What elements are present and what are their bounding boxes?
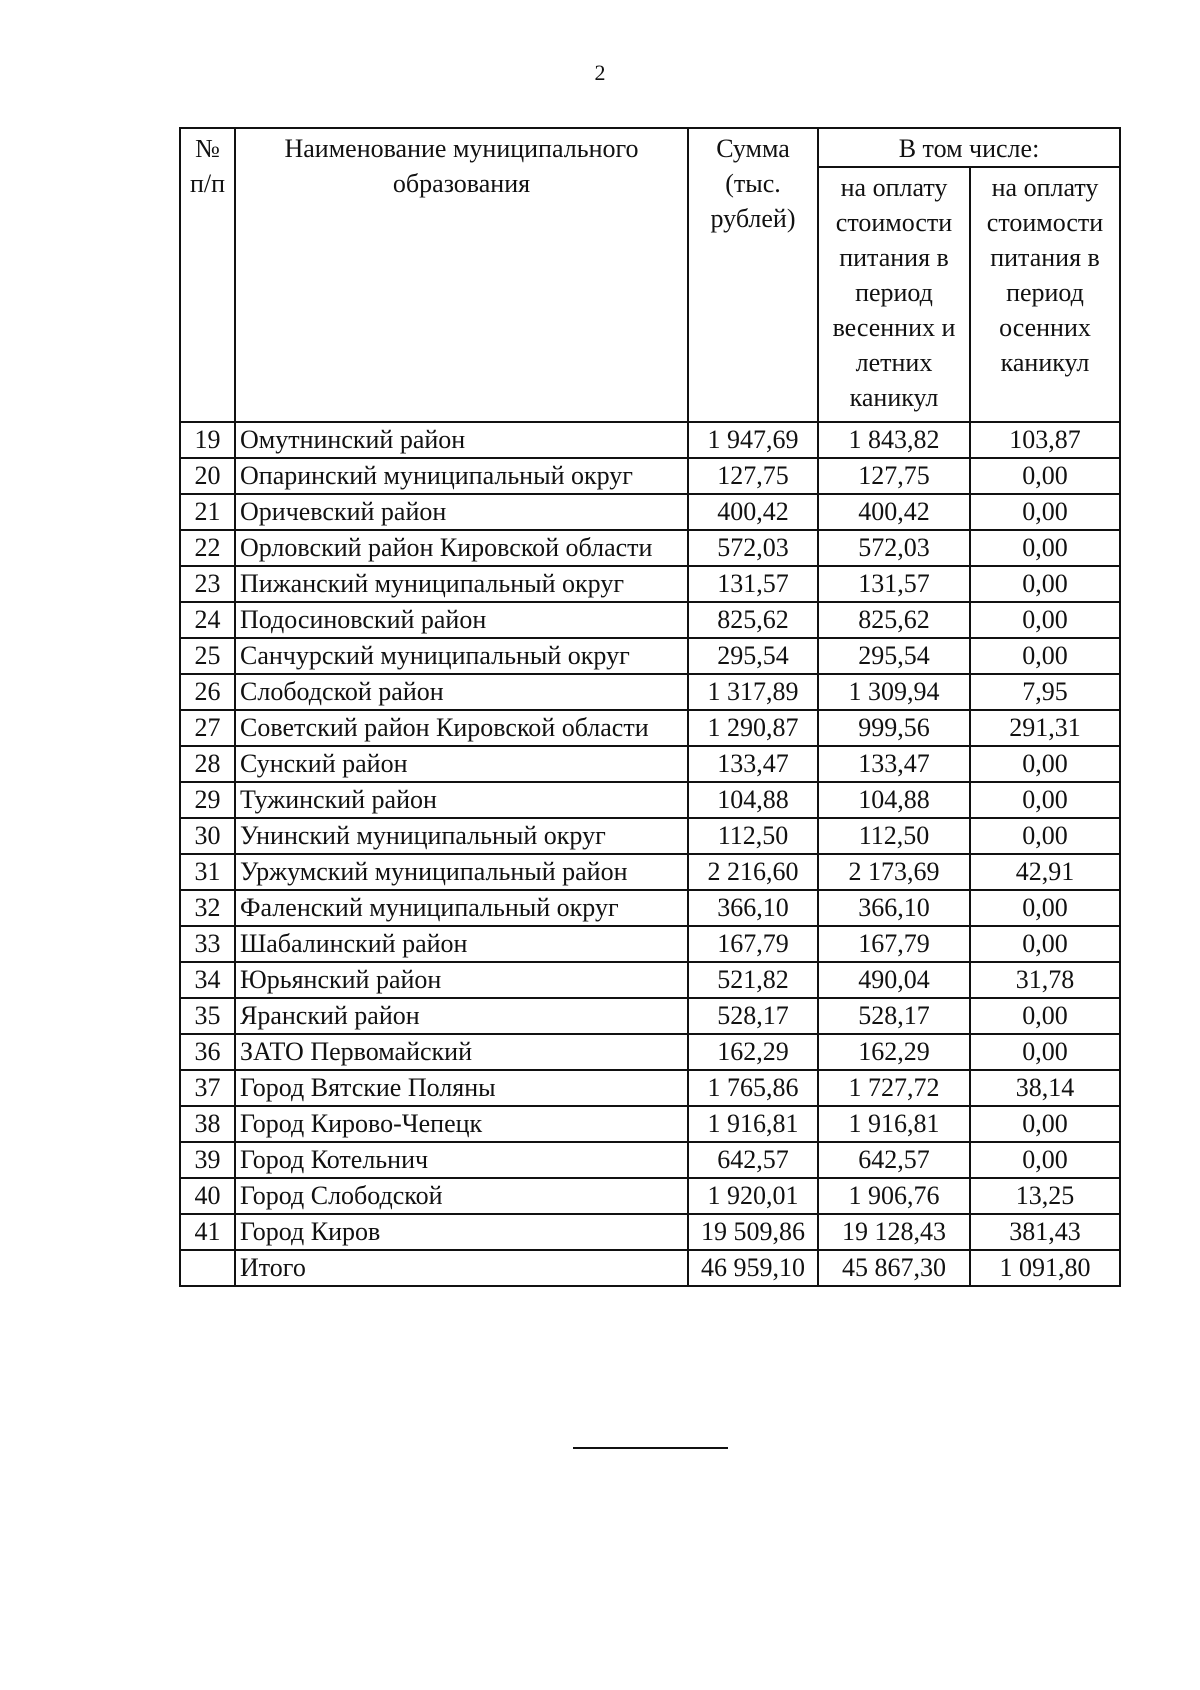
- municipality-name: Шабалинский район: [235, 926, 688, 962]
- row-number: 19: [180, 422, 235, 458]
- autumn-value: 0,00: [970, 458, 1120, 494]
- autumn-value: 0,00: [970, 890, 1120, 926]
- autumn-value: 0,00: [970, 998, 1120, 1034]
- sum-value: 825,62: [688, 602, 818, 638]
- sum-value: 167,79: [688, 926, 818, 962]
- table-row: [180, 566, 1120, 602]
- municipality-name: Оричевский район: [235, 494, 688, 530]
- autumn-value: 13,25: [970, 1178, 1120, 1214]
- row-number: 26: [180, 674, 235, 710]
- spring-summer-value: 133,47: [818, 746, 970, 782]
- spring-summer-value: 825,62: [818, 602, 970, 638]
- table-row: [180, 674, 1120, 710]
- page-number: 2: [594, 60, 606, 85]
- sum-value: 112,50: [688, 818, 818, 854]
- autumn-value: 0,00: [970, 638, 1120, 674]
- row-number: 37: [180, 1070, 235, 1106]
- autumn-value: 0,00: [970, 746, 1120, 782]
- row-number: 21: [180, 494, 235, 530]
- autumn-value: 291,31: [970, 710, 1120, 746]
- municipality-name: Юрьянский район: [235, 962, 688, 998]
- municipality-name: Город Кирово-Чепецк: [235, 1106, 688, 1142]
- autumn-value: 0,00: [970, 1106, 1120, 1142]
- municipality-name: Сунский район: [235, 746, 688, 782]
- autumn-value: 0,00: [970, 1034, 1120, 1070]
- spring-summer-value: 999,56: [818, 710, 970, 746]
- sum-value: 400,42: [688, 494, 818, 530]
- sum-value: 162,29: [688, 1034, 818, 1070]
- spring-summer-value: 366,10: [818, 890, 970, 926]
- autumn-value: 7,95: [970, 674, 1120, 710]
- table-row: [180, 854, 1120, 890]
- table-body: [180, 422, 1120, 1286]
- table-row: [180, 1070, 1120, 1106]
- sum-value: 1 947,69: [688, 422, 818, 458]
- spring-summer-value: 642,57: [818, 1142, 970, 1178]
- sum-value: 19 509,86: [688, 1214, 818, 1250]
- row-number: 23: [180, 566, 235, 602]
- table-row: [180, 746, 1120, 782]
- autumn-value: 0,00: [970, 494, 1120, 530]
- table-row: [180, 1034, 1120, 1070]
- municipality-name: Унинский муниципальный округ: [235, 818, 688, 854]
- spring-summer-value: 400,42: [818, 494, 970, 530]
- spring-summer-value: 2 173,69: [818, 854, 970, 890]
- row-number: 24: [180, 602, 235, 638]
- sum-value: 127,75: [688, 458, 818, 494]
- table-row: [180, 1214, 1120, 1250]
- sum-value: 133,47: [688, 746, 818, 782]
- table-row: [180, 710, 1120, 746]
- table-header: [180, 128, 1120, 422]
- spring-summer-value: 572,03: [818, 530, 970, 566]
- row-number: 30: [180, 818, 235, 854]
- municipality-name: Советский район Кировской области: [235, 710, 688, 746]
- table-row: [180, 926, 1120, 962]
- table-row: [180, 998, 1120, 1034]
- table-row: [180, 962, 1120, 998]
- total-autumn-value: 1 091,80: [970, 1250, 1120, 1286]
- row-number: 22: [180, 530, 235, 566]
- total-sum-value: 46 959,10: [688, 1250, 818, 1286]
- table-row: [180, 638, 1120, 674]
- total-row-number: [180, 1250, 235, 1286]
- sum-value: 521,82: [688, 962, 818, 998]
- row-number: 36: [180, 1034, 235, 1070]
- autumn-value: 0,00: [970, 530, 1120, 566]
- sum-value: 366,10: [688, 890, 818, 926]
- sum-value: 295,54: [688, 638, 818, 674]
- header-sum: Сумма (тыс. рублей): [688, 128, 818, 422]
- municipality-name: Орловский район Кировской области: [235, 530, 688, 566]
- table-row: [180, 602, 1120, 638]
- municipality-name: Город Вятские Поляны: [235, 1070, 688, 1106]
- autumn-value: 0,00: [970, 602, 1120, 638]
- total-municipality-name: Итого: [235, 1250, 688, 1286]
- autumn-value: 0,00: [970, 782, 1120, 818]
- sum-value: 1 916,81: [688, 1106, 818, 1142]
- table-row: [180, 458, 1120, 494]
- sum-value: 2 216,60: [688, 854, 818, 890]
- row-number: 31: [180, 854, 235, 890]
- row-number: 34: [180, 962, 235, 998]
- spring-summer-value: 104,88: [818, 782, 970, 818]
- spring-summer-value: 1 727,72: [818, 1070, 970, 1106]
- table-row: [180, 422, 1120, 458]
- sum-value: 642,57: [688, 1142, 818, 1178]
- table-row: [180, 1106, 1120, 1142]
- municipality-name: Слободской район: [235, 674, 688, 710]
- municipal-funding-table: [179, 127, 1121, 1287]
- spring-summer-value: 131,57: [818, 566, 970, 602]
- autumn-value: 0,00: [970, 566, 1120, 602]
- spring-summer-value: 490,04: [818, 962, 970, 998]
- municipality-name: Опаринский муниципальный округ: [235, 458, 688, 494]
- table-row: [180, 494, 1120, 530]
- autumn-value: 381,43: [970, 1214, 1120, 1250]
- spring-summer-value: 19 128,43: [818, 1214, 970, 1250]
- row-number: 41: [180, 1214, 235, 1250]
- municipality-name: Город Киров: [235, 1214, 688, 1250]
- municipality-name: Омутнинский район: [235, 422, 688, 458]
- spring-summer-value: 295,54: [818, 638, 970, 674]
- table-row: [180, 1142, 1120, 1178]
- table-row: [180, 818, 1120, 854]
- municipality-name: Яранский район: [235, 998, 688, 1034]
- table-row: [180, 1178, 1120, 1214]
- header-including: В том числе:: [818, 128, 1120, 167]
- row-number: 39: [180, 1142, 235, 1178]
- autumn-value: 31,78: [970, 962, 1120, 998]
- spring-summer-value: 127,75: [818, 458, 970, 494]
- table-row: [180, 782, 1120, 818]
- municipality-name: Санчурский муниципальный округ: [235, 638, 688, 674]
- sum-value: 528,17: [688, 998, 818, 1034]
- total-spring-summer-value: 45 867,30: [818, 1250, 970, 1286]
- spring-summer-value: 1 916,81: [818, 1106, 970, 1142]
- municipality-name: Тужинский район: [235, 782, 688, 818]
- sum-value: 131,57: [688, 566, 818, 602]
- sum-value: 1 765,86: [688, 1070, 818, 1106]
- municipality-name: Пижанский муниципальный округ: [235, 566, 688, 602]
- row-number: 28: [180, 746, 235, 782]
- spring-summer-value: 1 843,82: [818, 422, 970, 458]
- autumn-value: 38,14: [970, 1070, 1120, 1106]
- sum-value: 1 290,87: [688, 710, 818, 746]
- row-number: 40: [180, 1178, 235, 1214]
- municipality-name: Город Котельнич: [235, 1142, 688, 1178]
- municipality-name: Подосиновский район: [235, 602, 688, 638]
- table-row: [180, 890, 1120, 926]
- header-spring-summer: на оплату стоимости питания в период весенних и летних каникул: [818, 167, 970, 422]
- autumn-value: 42,91: [970, 854, 1120, 890]
- row-number: 35: [180, 998, 235, 1034]
- row-number: 33: [180, 926, 235, 962]
- row-number: 38: [180, 1106, 235, 1142]
- spring-summer-value: 1 906,76: [818, 1178, 970, 1214]
- sum-value: 1 920,01: [688, 1178, 818, 1214]
- row-number: 27: [180, 710, 235, 746]
- spring-summer-value: 162,29: [818, 1034, 970, 1070]
- spring-summer-value: 167,79: [818, 926, 970, 962]
- municipality-name: Город Слободской: [235, 1178, 688, 1214]
- header-row-number: № п/п: [180, 128, 235, 422]
- row-number: 20: [180, 458, 235, 494]
- autumn-value: 0,00: [970, 818, 1120, 854]
- table-row: [180, 530, 1120, 566]
- spring-summer-value: 1 309,94: [818, 674, 970, 710]
- total-row: [180, 1250, 1120, 1286]
- sum-value: 104,88: [688, 782, 818, 818]
- municipality-name: Уржумский муниципальный район: [235, 854, 688, 890]
- spring-summer-value: 528,17: [818, 998, 970, 1034]
- spring-summer-value: 112,50: [818, 818, 970, 854]
- sum-value: 1 317,89: [688, 674, 818, 710]
- municipality-name: ЗАТО Первомайский: [235, 1034, 688, 1070]
- row-number: 32: [180, 890, 235, 926]
- footer-rule: [573, 1447, 728, 1449]
- municipality-name: Фаленский муниципальный округ: [235, 890, 688, 926]
- autumn-value: 0,00: [970, 1142, 1120, 1178]
- header-municipality-name: Наименование муниципального образования: [235, 128, 688, 422]
- row-number: 25: [180, 638, 235, 674]
- header-autumn: на оплату стоимости питания в период осенних каникул: [970, 167, 1120, 422]
- sum-value: 572,03: [688, 530, 818, 566]
- row-number: 29: [180, 782, 235, 818]
- autumn-value: 0,00: [970, 926, 1120, 962]
- autumn-value: 103,87: [970, 422, 1120, 458]
